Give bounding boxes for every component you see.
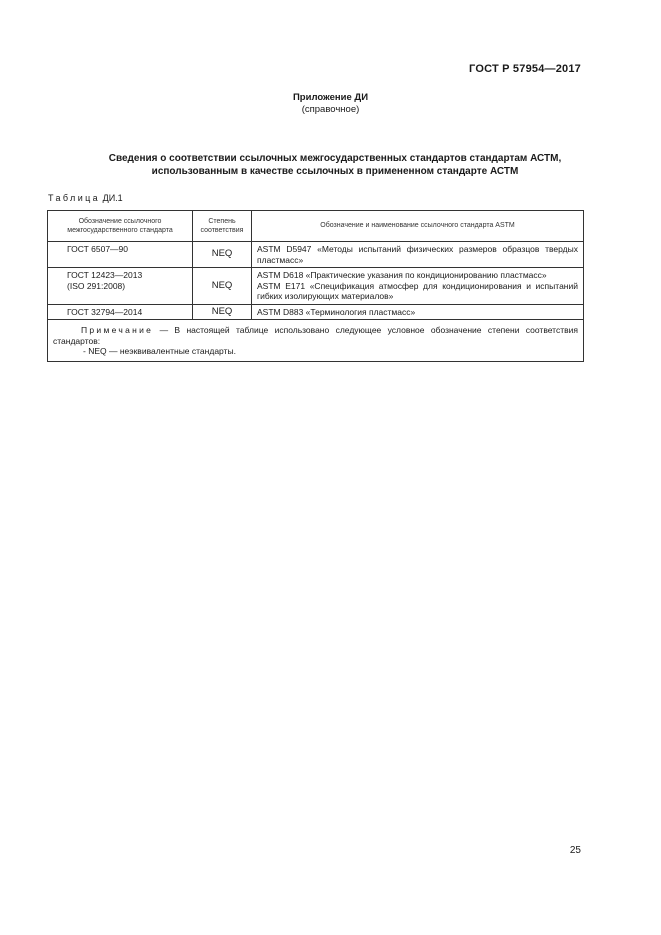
heading-line-1: Сведения о соответствии ссылочных межгосударственных стандартов стандартам АСТМ, [108, 153, 562, 164]
table-heading [40, 152, 630, 178]
degree-cell: NEQ [193, 268, 252, 305]
note-label: Примечание [81, 325, 154, 335]
degree-cell: NEQ [193, 242, 252, 268]
table-label [48, 193, 123, 203]
document-code: ГОСТ Р 57954—2017 [469, 63, 581, 75]
annex-title-block [0, 92, 661, 116]
standard-cell [48, 304, 193, 320]
astm-entry: ASTM D5947 «Методы испытаний физических размеров образцов твердых пластмасс» [257, 244, 578, 265]
standard-cell [48, 268, 193, 305]
note-item: - NEQ — неэквивалентные стандарты. [83, 346, 236, 356]
standard-cell [48, 242, 193, 268]
standard-code: ГОСТ 6507—90 [67, 244, 129, 254]
astm-cell [252, 304, 584, 320]
astm-entry: ASTM E171 «Спецификация атмосфер для кондиционирования и испытаний гибких изолирующих материалов» [257, 280, 578, 301]
table-label-number: ДИ.1 [102, 193, 123, 203]
table-header-row [48, 211, 584, 242]
header-interstate-standard: Обозначение ссылочного межгосударственного стандарта [48, 211, 193, 242]
correspondence-table [47, 210, 584, 362]
page-number: 25 [569, 845, 581, 856]
table-note [48, 320, 584, 362]
astm-cell [252, 242, 584, 268]
heading-line-2: использованным в качестве ссылочных в примененном стандарте АСТМ [151, 166, 519, 177]
note-body: — В настоящей таблице использовано следующее условное обозначение степени соответствия стандартов: [53, 325, 578, 346]
table-note-row [48, 320, 584, 362]
degree-cell: NEQ [193, 304, 252, 320]
table-row [48, 268, 584, 305]
standard-code: ГОСТ 32794—2014 [67, 306, 143, 317]
header-astm-standard: Обозначение и наименование ссылочного стандарта ASTM [252, 211, 584, 242]
note-text [53, 325, 578, 346]
table-row [48, 242, 584, 268]
astm-entry: ASTM D618 «Практические указания по кондиционированию пластмасс» [257, 270, 547, 280]
standard-iso-ref: (ISO 291:2008) [67, 280, 126, 291]
annex-subtitle: (справочное) [301, 104, 360, 115]
table-row [48, 304, 584, 320]
standard-code: ГОСТ 12423—2013 [67, 270, 143, 280]
annex-title: Приложение ДИ [292, 92, 369, 103]
astm-cell [252, 268, 584, 305]
header-degree: Степень соответствия [193, 211, 252, 242]
astm-entry: ASTM D883 «Терминология пластмасс» [257, 306, 416, 317]
table-label-word: Таблица [48, 193, 101, 203]
